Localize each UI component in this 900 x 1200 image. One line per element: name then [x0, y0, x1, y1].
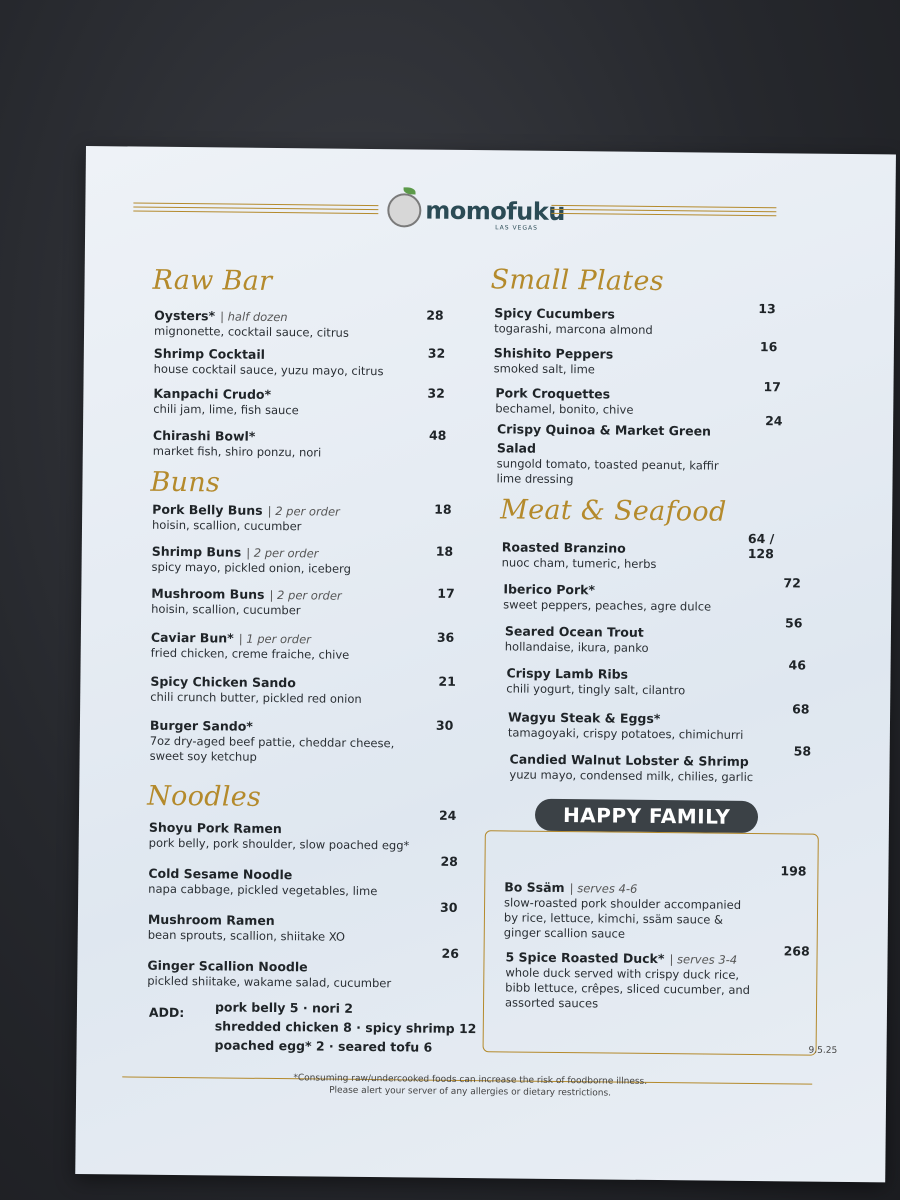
price: 17: [763, 379, 782, 395]
header-rule-left: [133, 202, 378, 219]
price: 26: [441, 945, 460, 961]
price: 48: [428, 427, 447, 443]
peach-icon: [387, 193, 421, 227]
menu-item: 5 Spice Roasted Duck* | serves 3-4 whole duck served with crispy duck rice, bibb lettuce, crêpes, sliced cucumber, and assorted sauces 268: [504, 943, 810, 1011]
price: 16: [759, 339, 778, 355]
price: 17: [437, 585, 455, 601]
menu-date: 9.5.25: [808, 1045, 838, 1056]
menu-item: Crispy Quinoa & Market Green Salad sungold tomato, toasted peanut, kaffir lime dressing 24: [496, 413, 783, 487]
price: 24: [438, 807, 457, 823]
header-rule-right: [551, 205, 776, 221]
happy-family-badge: HAPPY FAMILY: [535, 799, 759, 833]
menu-item: Mushroom Buns | 2 per order hoisin, scallion, cucumber 17: [151, 585, 455, 618]
price: 268: [783, 943, 810, 959]
menu-item: Burger Sando* 7oz dry-aged beef pattie, cheddar cheese, sweet soy ketchup 30: [149, 717, 454, 764]
price: 46: [788, 657, 807, 673]
price: 58: [793, 743, 812, 759]
menu-item: Candied Walnut Lobster & Shrimp yuzu mayo, condensed milk, chilies, garlic 58: [509, 743, 812, 785]
section-title-buns: Buns: [150, 466, 221, 499]
menu-item: Crispy Lamb Ribs chili yogurt, tingly salt, cilantro 46: [506, 657, 807, 698]
price: 18: [435, 543, 454, 559]
price: 18: [434, 501, 452, 517]
menu-item: Shrimp Cocktail house cocktail sauce, yuzu mayo, citrus 32: [153, 345, 446, 379]
menu-item: Roasted Branzino nuoc cham, tumeric, herbs 64 / 128: [502, 536, 802, 573]
add-ons-line: pork belly 5 · nori 2: [214, 999, 354, 1016]
price: 64 / 128: [747, 530, 775, 562]
add-ons-line: shredded chicken 8 · spicy shrimp 12: [214, 1018, 477, 1037]
menu-item: Pork Croquettes bechamel, bonito, chive 17: [495, 379, 782, 417]
menu-page: [75, 146, 896, 1182]
menu-item: Ginger Scallion Noodle pickled shiitake, wakame salad, cucumber 26: [147, 945, 460, 991]
menu-item: Seared Ocean Trout hollandaise, ikura, panko 56: [504, 615, 803, 655]
price: 30: [435, 717, 454, 733]
price: 21: [438, 673, 456, 689]
disclaimer-line-2: Please alert your server of any allergies or dietary restrictions.: [329, 1085, 612, 1099]
price: 13: [758, 301, 776, 317]
price: 36: [436, 629, 455, 645]
menu-item: Chirashi Bowl* market fish, shiro ponzu, nori 48: [152, 427, 447, 460]
add-ons-line: poached egg* 2 · seared tofu 6: [214, 1037, 433, 1055]
price: 28: [426, 307, 444, 323]
menu-item: Shoyu Pork Ramen pork belly, pork shoulder, slow poached egg* 24: [148, 807, 457, 853]
menu-item: Oysters* | half dozen mignonette, cocktail sauce, citrus 28: [153, 307, 444, 340]
menu-item: Shrimp Buns | 2 per order spicy mayo, pickled onion, iceberg 18: [151, 543, 454, 576]
price: 30: [439, 899, 458, 915]
price: 28: [440, 853, 459, 869]
disclaimer: [220, 1071, 720, 1100]
menu-item: Pork Belly Buns | 2 per order hoisin, scallion, cucumber 18: [151, 501, 452, 534]
price: 72: [783, 575, 801, 591]
add-ons-label: ADD:: [148, 1004, 185, 1021]
menu-item: Spicy Cucumbers togarashi, marcona almond 13: [494, 301, 776, 337]
menu-item: Bo Ssäm | serves 4-6 slow-roasted pork shoulder accompanied by rice, lettuce, kimchi, ssäm sauce & ginger scallion sauce 198: [503, 863, 807, 941]
price: 24: [765, 413, 783, 429]
disclaimer-line-1: *Consuming raw/undercooked foods can increase the risk of foodborne illness.: [293, 1073, 648, 1087]
brand-logo: [387, 193, 566, 232]
price: 32: [427, 385, 445, 401]
menu-item: Cold Sesame Noodle napa cabbage, pickled vegetables, lime 28: [148, 853, 459, 899]
price: 32: [427, 345, 446, 361]
menu-item: Spicy Chicken Sando chili crunch butter, pickled red onion 21: [150, 673, 456, 706]
price: 198: [780, 863, 807, 879]
section-title-noodles: Noodles: [147, 780, 262, 813]
happy-family-box: [483, 830, 819, 1055]
menu-item: Iberico Pork* sweet peppers, peaches, agre dulce 72: [503, 575, 801, 614]
section-title-meat-seafood: Meat & Seafood: [500, 494, 727, 528]
price: 68: [792, 701, 810, 717]
menu-item: Wagyu Steak & Eggs* tamagoyaki, crispy potatoes, chimichurri 68: [507, 701, 810, 742]
menu-item: Kanpachi Crudo* chili jam, lime, fish sauce 32: [153, 385, 445, 418]
menu-item: Caviar Bun* | 1 per order fried chicken, creme fraiche, chive 36: [150, 629, 455, 662]
menu-item: Mushroom Ramen bean sprouts, scallion, shiitake XO 30: [147, 899, 458, 944]
brand-name: momofuku: [425, 196, 566, 227]
section-title-small-plates: Small Plates: [490, 264, 665, 298]
menu-item: Shishito Peppers smoked salt, lime 16: [493, 339, 778, 377]
price: 56: [784, 615, 803, 631]
brand-location: LAS VEGAS: [495, 224, 538, 232]
section-title-raw-bar: Raw Bar: [152, 264, 273, 297]
